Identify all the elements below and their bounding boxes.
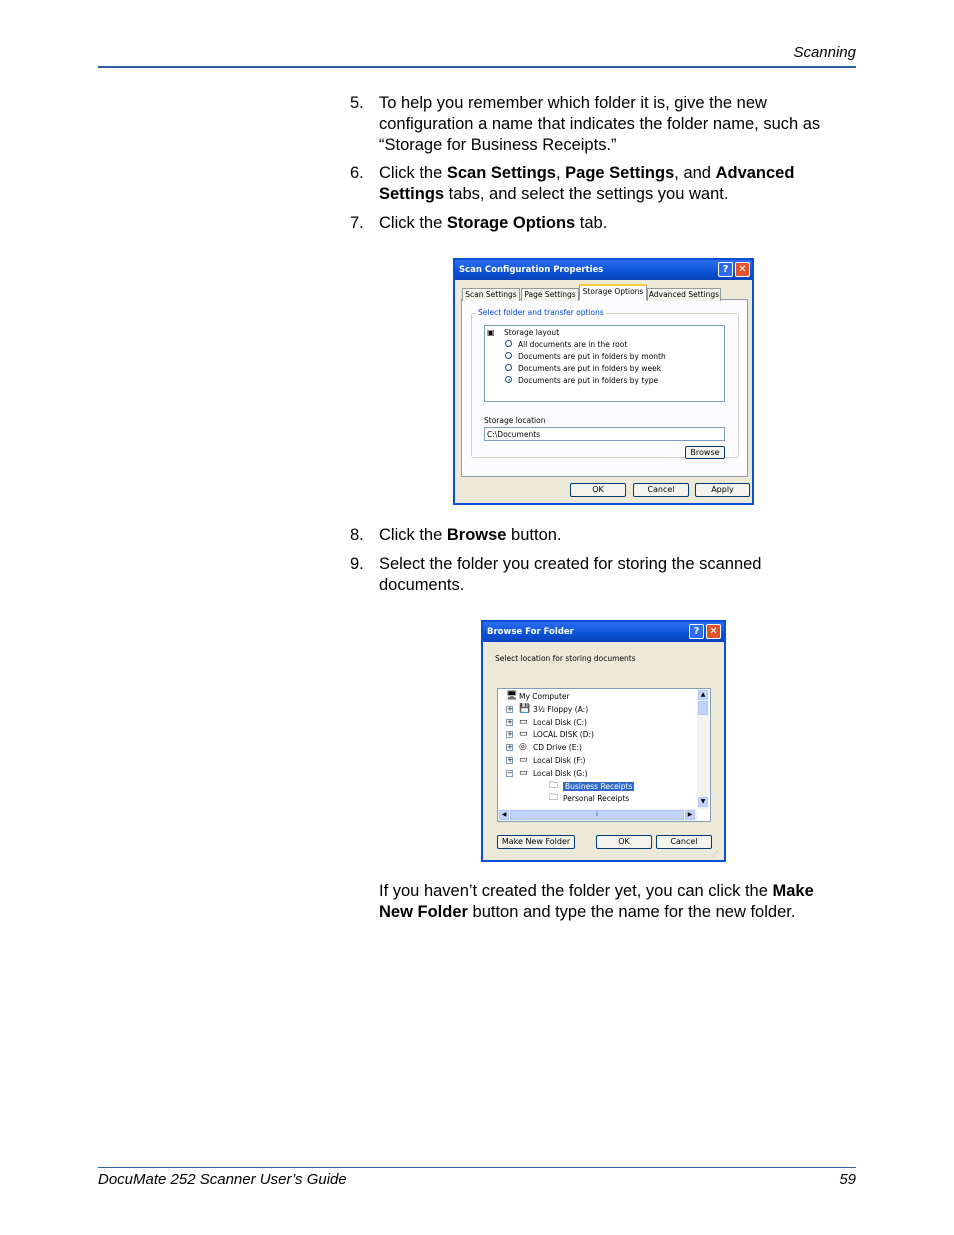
text-run: tab. (575, 214, 608, 232)
scroll-up-icon[interactable]: ▲ (698, 690, 708, 700)
scroll-thumb[interactable] (698, 701, 708, 715)
ok-button[interactable]: OK (570, 483, 626, 497)
make-new-folder-button[interactable]: Make New Folder (497, 835, 575, 849)
step-number: 8. (350, 526, 364, 544)
radio-by-type[interactable] (505, 376, 512, 383)
option-label: Documents are put in folders by week (518, 364, 662, 373)
bold-term: Scan Settings (446, 164, 556, 182)
bold-term: Make New Folder (379, 882, 814, 921)
storage-location-value: C:\Documents (487, 430, 541, 439)
option-label: All documents are in the root (518, 340, 628, 349)
disk-icon: ▭ (519, 716, 528, 727)
step-number: 5. (350, 94, 364, 112)
browse-prompt: Select location for storing documents (495, 654, 636, 663)
radio-root[interactable] (505, 340, 512, 347)
scroll-right-icon[interactable]: ▶ (685, 810, 695, 820)
disk-icon: ▭ (519, 729, 528, 740)
vertical-scrollbar[interactable] (697, 689, 709, 809)
option-label: Documents are put in folders by type (518, 376, 659, 385)
folder-icon: 🗀 (549, 780, 559, 791)
close-icon[interactable]: ✕ (706, 624, 721, 639)
text-run: Click the (379, 526, 447, 544)
dialog-title: Scan Configuration Properties (459, 265, 604, 275)
collapse-icon[interactable]: − (507, 768, 513, 777)
bold-term: Browse (446, 526, 507, 544)
expand-icon[interactable]: + (507, 743, 513, 752)
storage-layout-label: Storage layout (504, 328, 560, 337)
text-run: tabs, and select the settings you want. (444, 185, 729, 203)
tab-panel (461, 299, 748, 477)
folder-icon: 🗀 (549, 793, 559, 804)
computer-icon: 🖥 (506, 691, 518, 701)
expand-icon[interactable]: + (507, 730, 513, 739)
step-number: 7. (350, 214, 364, 232)
dialog-title: Browse For Folder (487, 627, 574, 637)
scroll-thumb-horizontal[interactable]: ⁞ (510, 810, 684, 820)
horizontal-scrollbar[interactable] (498, 809, 697, 821)
text-run: Select the folder you created for storing the scanned documents. (379, 555, 762, 594)
title-bar (455, 260, 752, 280)
close-icon[interactable]: ✕ (735, 262, 750, 277)
scroll-down-icon[interactable]: ▼ (698, 797, 708, 807)
floppy-icon: 💾 (519, 703, 531, 714)
cancel-button[interactable]: Cancel (656, 835, 712, 849)
storage-layout-box (484, 325, 725, 402)
tree-item-label: My Computer (519, 692, 570, 701)
tree-item-label: Local Disk (F:) (533, 756, 586, 765)
scroll-left-icon[interactable]: ◀ (499, 810, 509, 820)
step-text (379, 213, 849, 234)
expand-icon[interactable]: + (507, 756, 513, 764)
expand-icon[interactable]: + (507, 704, 513, 713)
running-header: Scanning (793, 44, 856, 61)
tree-item-label: Personal Receipts (563, 794, 630, 804)
resize-grip-icon[interactable]: ⋰ (712, 850, 719, 858)
text-run: button. (506, 526, 562, 544)
text-run: , and (674, 164, 716, 182)
step-text (379, 93, 849, 156)
page-number: 59 (839, 1171, 856, 1188)
option-label: Documents are put in folders by month (518, 352, 666, 361)
title-bar (483, 622, 724, 642)
folder-tree[interactable] (497, 688, 711, 822)
closing-paragraph (379, 881, 849, 923)
apply-button[interactable]: Apply (695, 483, 750, 497)
tree-item-label: LOCAL DISK (D:) (533, 730, 594, 740)
layout-icon: ▣ (487, 328, 495, 337)
tree-item-label: Local Disk (C:) (533, 717, 587, 727)
text-run: Click the (379, 164, 447, 182)
tab-scan-settings[interactable]: Scan Settings (462, 288, 520, 301)
help-icon[interactable]: ? (718, 262, 733, 277)
tab-advanced-settings[interactable]: Advanced Settings (648, 290, 720, 299)
text-run: button and type the name for the new folder. (467, 903, 796, 921)
bold-term: Storage Options (446, 214, 576, 232)
storage-location-label: Storage location (484, 416, 546, 425)
bold-term: Advanced Settings (379, 164, 795, 203)
tree-item-label: CD Drive (E:) (533, 743, 582, 753)
scan-configuration-dialog (453, 258, 754, 505)
header-rule (98, 66, 856, 68)
step-text (379, 163, 849, 205)
tab-page-settings[interactable]: Page Settings (521, 288, 579, 301)
radio-by-month[interactable] (505, 352, 512, 359)
tree-item-label: Business Receipts (565, 781, 633, 791)
tree-item-label: Local Disk (G:) (533, 768, 588, 778)
text-run: To help you remember which folder it is, give the new configuration a name that indicates the folder name, such as “Storage for Business Receipts.” (379, 94, 821, 154)
tab-storage-options[interactable]: Storage Options (579, 284, 647, 300)
disk-icon: ▭ (519, 767, 528, 778)
bold-term: Page Settings (565, 164, 675, 182)
text-run: , (555, 164, 566, 182)
step-number: 6. (350, 164, 364, 182)
footer-rule (98, 1167, 856, 1168)
help-icon[interactable]: ? (689, 624, 704, 639)
disk-icon: ▭ (519, 755, 528, 765)
tree-item-label: 3½ Floppy (A:) (533, 704, 589, 714)
footer-title: DocuMate 252 Scanner User’s Guide (98, 1171, 347, 1188)
radio-by-week[interactable] (505, 364, 512, 371)
cd-icon: ◎ (519, 742, 527, 753)
text-run: Click the (379, 214, 447, 232)
step-text (379, 554, 849, 596)
storage-location-input[interactable] (484, 427, 725, 441)
cancel-button[interactable]: Cancel (633, 483, 689, 497)
browse-button[interactable]: Browse (685, 446, 725, 459)
browse-for-folder-dialog (481, 620, 726, 862)
expand-icon[interactable]: + (507, 717, 513, 726)
ok-button[interactable]: OK (596, 835, 652, 849)
text-run: If you haven’t created the folder yet, you can click the (379, 882, 773, 900)
group-label: Select folder and transfer options (478, 308, 604, 317)
step-number: 9. (350, 555, 364, 573)
step-text (379, 525, 849, 546)
